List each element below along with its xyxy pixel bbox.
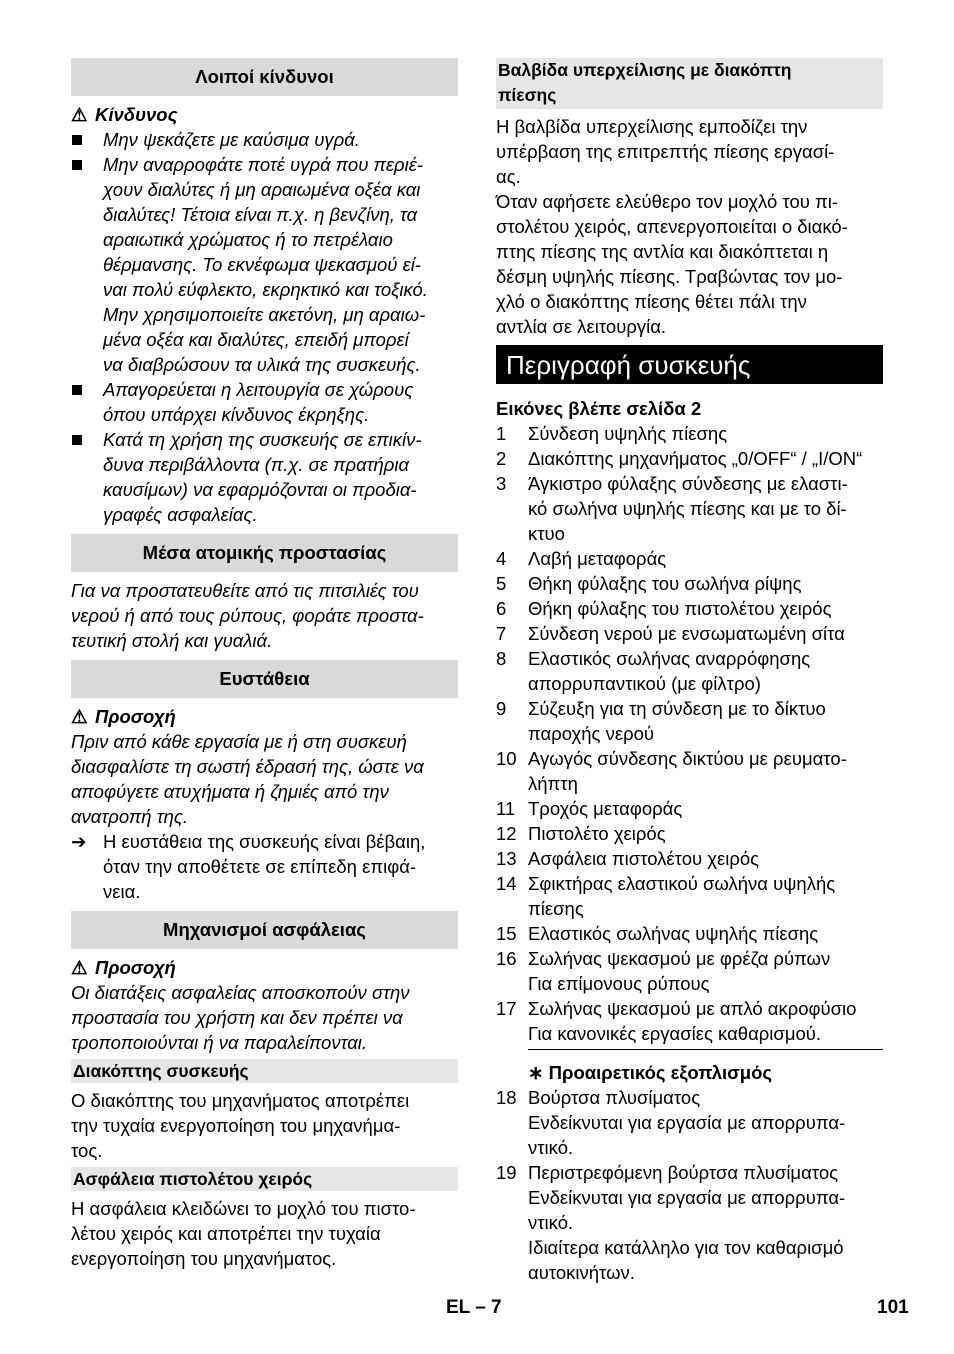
warning-icon: ⚠ [71,706,88,727]
item-text: Περιστρεφόμενη βούρτσα πλυσίματος Ενδείκνυται για εργασία με απορρυπα- ντικό. Ιδιαίτερα κατάλληλο για τον καθαρισμό αυτοκινήτων. [528,1162,846,1283]
figures-reference: Εικόνες βλέπε σελίδα 2 [496,398,702,419]
caution-label: ⚠ Προσοχή [71,706,176,727]
list-item [496,596,883,621]
gunlock-text: Η ασφάλεια κλειδώνει το μοχλό του πιστο- λέτου χειρός και αποτρέπει την τυχαία ενεργοποίηση του μηχανήματος. [71,1198,416,1269]
divider [528,1049,883,1050]
list-item [496,871,883,921]
warning-icon: ⚠ [71,957,88,978]
item-text: Σωλήνας ψεκασμού με απλό ακροφύσιο Για κανονικές εργασίες καθαρισμού. [528,998,857,1044]
item-text: Πιστολέτο χειρός [528,823,666,844]
list-item [496,846,883,871]
list-item [496,571,883,596]
list-item: ➔ Η ευστάθεια της συσκευής είναι βέβαιη, όταν την αποθέτετε σε επίπεδη επιφά- νεια. [71,831,426,902]
list-item: Μην αναρροφάτε ποτέ υγρά που περιέ- χουν διαλύτες ή μη αραιωμένα οξέα και διαλύτες! Τέτοια είναι π.χ. η βενζίνη, τα αραιωτικά χρώματος ή το πετρέλαιο θέρμανσης. Το εκνέφωμα ψεκασμού εί- ναι πολύ εύφλεκτο, εκρηκτικό και τοξικό. Μην χρησιμοποιείτε ακετόνη, μη αραιω- μένα οξέα και διαλύτες, επειδή μπορεί να διαβρώσουν τα υλικά της συσκευής. [71,152,458,377]
list-item: Απαγορεύεται η λειτουργία σε χώρους όπου υπάρχει κίνδυνος έκρηξης. [71,377,458,427]
arrow-right-icon: ➔ [71,831,87,852]
optional-parts-list [496,1085,883,1285]
list-item: Κατά τη χρήση της συσκευής σε επικίν- δυνα περιβάλλοντα (π.χ. σε πρατήρια καυσίμων) να εφαρμόζονται οι προδια- γραφές ασφαλείας. [71,427,458,527]
item-number: 14 [496,873,517,894]
safety-text: Οι διατάξεις ασφαλείας αποσκοπούν στην προστασία του χρήστη και δεν πρέπει να τροποποιούνται ή να παραλείπονται. [71,982,410,1053]
item-number: 3 [496,473,507,494]
item-text: Θήκη φύλαξης του σωλήνα ρίψης [528,573,802,594]
list-item [496,796,883,821]
left-column [71,58,458,1271]
list-item [496,746,883,796]
item-number: 2 [496,448,507,469]
list-item [496,471,883,546]
item-number: 4 [496,548,507,569]
list-item [496,1085,883,1160]
item-number: 18 [496,1087,517,1108]
subheading-overflow-valve: Βαλβίδα υπερχείλισης με διακόπτη πίεσης [496,58,883,109]
item-number: 13 [496,848,517,869]
item-text: Ασφάλεια πιστολέτου χειρός [528,848,760,869]
section-heading-ppe: Μέσα ατομικής προστασίας [71,534,458,572]
ppe-text: Για να προστατευθείτε από τις πιτσιλιές του νερού ή από τους ρύπους, φοράτε προστα- τευτική στολή και γυαλιά. [71,580,424,651]
list-item [496,946,883,996]
section-heading-stability: Ευστάθεια [71,660,458,698]
list-item: Μην ψεκάζετε με καύσιμα υγρά. [71,127,458,152]
list-item [496,546,883,571]
item-number: 5 [496,573,507,594]
stability-text: Πριν από κάθε εργασία με ή στη συσκευή διασφαλίστε τη σωστή έδρασή της, ώστε να αποφύγετε ατυχήματα ή ζημιές από την ανατροπή της. [71,731,424,827]
danger-label: ⚠ Κίνδυνος [71,104,178,125]
item-number: 8 [496,648,507,669]
list-item [496,996,883,1046]
item-number: 9 [496,698,507,719]
item-number: 11 [496,798,516,819]
item-number: 15 [496,923,517,944]
item-text: Βούρτσα πλυσίματος Ενδείκνυται για εργασία με απορρυπα- ντικό. [528,1087,846,1158]
valve-text-1: Η βαλβίδα υπερχείλισης εμποδίζει την υπέρβαση της επιτρεπτής πίεσης εργασί- ας. [496,116,835,187]
list-item [496,646,883,696]
item-text: Σφικτήρας ελαστικού σωλήνα υψηλής πίεσης [528,873,836,919]
list-item [496,696,883,746]
switch-text: Ο διακόπτης του μηχανήματος αποτρέπει την τυχαία ενεργοποίηση του μηχανήμα- τος. [71,1090,410,1161]
item-number: 6 [496,598,507,619]
warning-icon: ⚠ [71,104,88,125]
item-number: 10 [496,748,517,769]
footer-language-page: EL – 7 [446,1297,502,1318]
item-number: 16 [496,948,517,969]
valve-text-2: Όταν αφήσετε ελεύθερο τον μοχλό του πι- στολέτου χειρός, απενεργοποιείται ο διακό- πτης πίεσης της αντλία και διακόπτεται η δέσμη υψηλής πίεσης. Τραβώντας τον μο- χλό ο διακόπτης πίεσης θέτει πάλι την αντλία σε λειτουργία. [496,191,848,337]
item-text: Θήκη φύλαξης του πιστολέτου χειρός [528,598,832,619]
item-text: Σύζευξη για τη σύνδεση με το δίκτυο παροχής νερού [528,698,826,744]
item-text: Αγωγός σύνδεσης δικτύου με ρευματο- λήπτη [528,748,847,794]
list-item [496,446,883,471]
chapter-heading: Περιγραφή συσκευής [496,345,883,384]
list-item [496,921,883,946]
list-item [496,421,883,446]
item-number: 12 [496,823,517,844]
optional-accessories-heading: ∗ Προαιρετικός εξοπλισμός [528,1062,773,1083]
item-text: Άγκιστρο φύλαξης σύνδεσης με ελαστι- κό σωλήνα υψηλής πίεσης και με το δί- κτυο [528,473,848,544]
item-text: Σωλήνας ψεκασμού με φρέζα ρύπων Για επίμονους ρύπους [528,948,831,994]
page-number: 101 [877,1297,909,1318]
list-item [496,1160,883,1285]
list-item [496,821,883,846]
right-column [496,58,883,1285]
item-text: Ελαστικός σωλήνας υψηλής πίεσης [528,923,819,944]
caution-label: ⚠ Προσοχή [71,957,176,978]
item-text: Σύνδεση νερού με ενσωματωμένη σίτα [528,623,845,644]
item-text: Σύνδεση υψηλής πίεσης [528,423,728,444]
item-text: Ελαστικός σωλήνας αναρρόφησης απορρυπαντικού (με φίλτρο) [528,648,811,694]
item-number: 19 [496,1162,517,1183]
item-text: Τροχός μεταφοράς [528,798,683,819]
parts-list [496,421,883,1046]
item-number: 7 [496,623,507,644]
item-text: Λαβή μεταφοράς [528,548,667,569]
list-item [496,621,883,646]
item-number: 17 [496,998,517,1019]
subheading-device-switch: Διακόπτης συσκευής [71,1059,458,1083]
item-number: 1 [496,423,507,444]
subheading-gun-lock: Ασφάλεια πιστολέτου χειρός [71,1167,458,1191]
section-heading-residual-risks: Λοιποί κίνδυνοι [71,58,458,96]
item-text: Διακόπτης μηχανήματος „0/OFF“ / „I/ON“ [528,448,863,469]
section-heading-safety-devices: Μηχανισμοί ασφάλειας [71,911,458,949]
